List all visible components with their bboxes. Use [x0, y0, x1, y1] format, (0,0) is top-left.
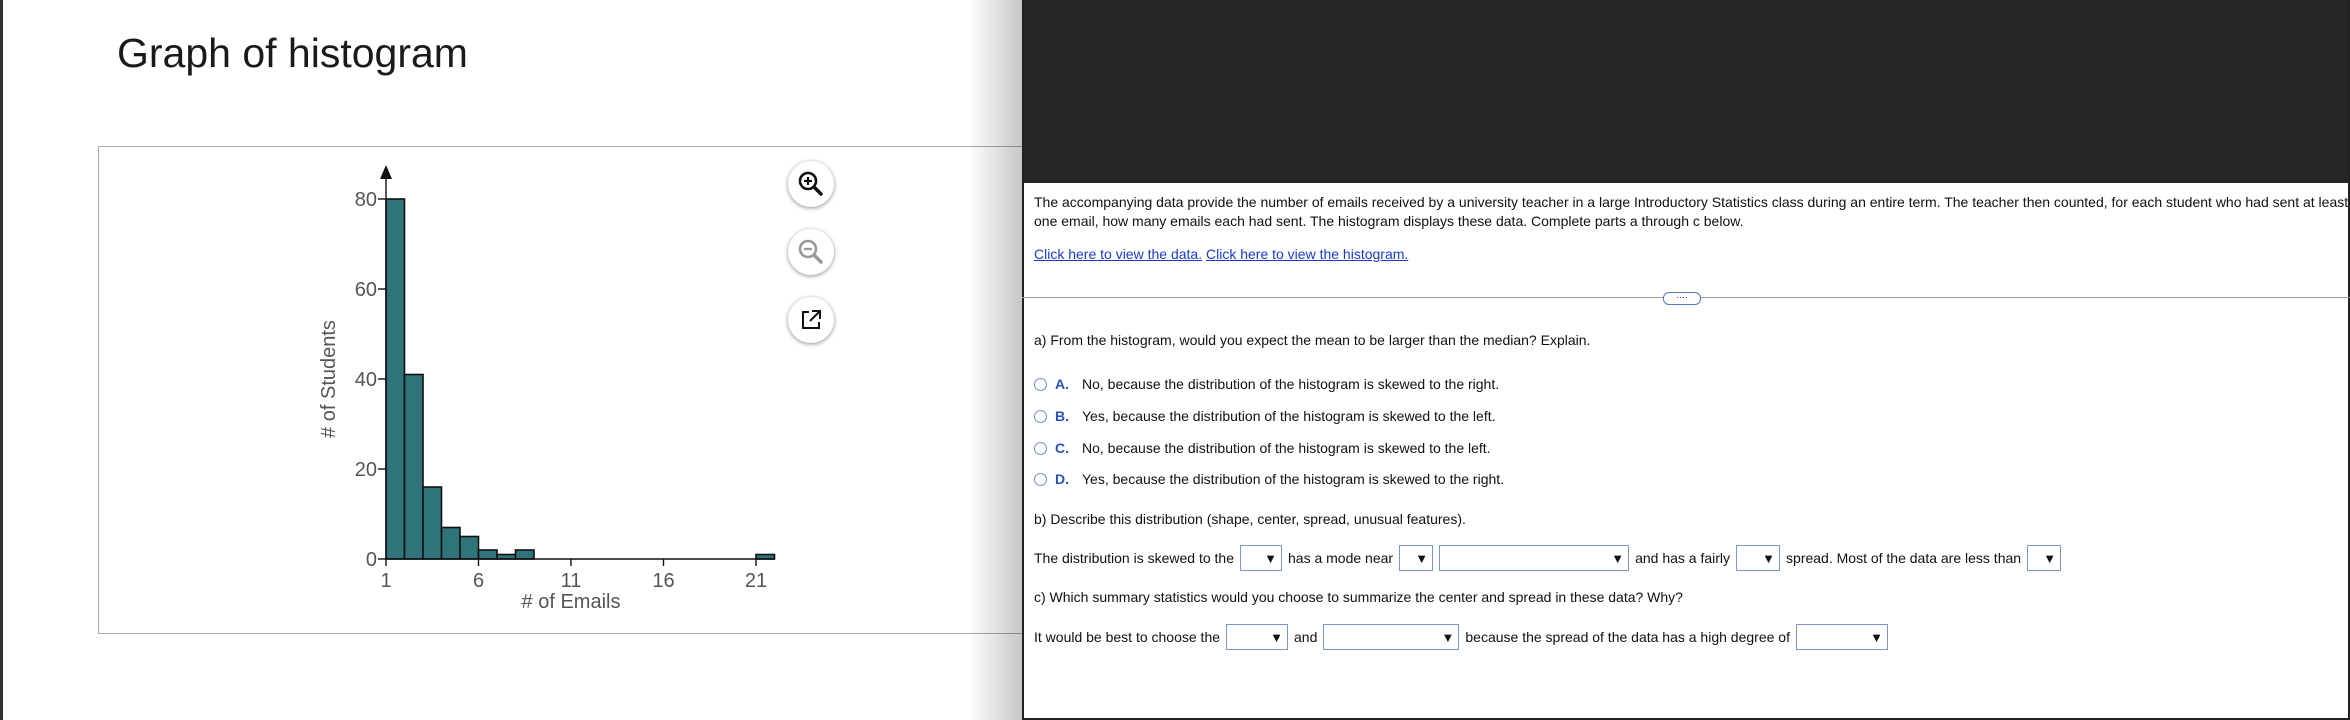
dropdown-arrow-icon: ▼ [1870, 630, 1883, 645]
part-c-text-1: It would be best to choose the [1034, 629, 1221, 645]
option-c[interactable] [1034, 440, 1491, 456]
part-c-question: c) Which summary statistics would you choose to summarize the center and spread in these data? Why? [1034, 589, 1683, 605]
part-c-answer-row [1034, 624, 1894, 650]
external-link-icon [798, 307, 824, 333]
part-b-text-2: has a mode near [1288, 550, 1394, 566]
reason-dropdown[interactable] [1796, 624, 1888, 650]
question-panel [1022, 0, 2350, 720]
mode-dropdown[interactable] [1399, 545, 1433, 571]
y-tick-label: 80 [354, 189, 377, 211]
x-axis-label: # of Emails [521, 591, 621, 613]
option-d-letter: D. [1055, 471, 1069, 487]
zoom-out-button[interactable] [788, 229, 834, 275]
radio-b[interactable] [1034, 410, 1047, 423]
dropdown-arrow-icon: ▼ [1762, 551, 1776, 566]
y-tick-label: 40 [354, 369, 377, 391]
page-title: Graph of histogram [117, 30, 468, 76]
part-b-question: b) Describe this distribution (shape, center, spread, unusual features). [1034, 511, 1466, 527]
x-tick-label: 16 [652, 570, 675, 592]
view-histogram-link[interactable]: Click here to view the histogram. [1205, 246, 1409, 262]
panel-shadow [968, 0, 1022, 720]
option-c-text: No, because the distribution of the histogram is skewed to the left. [1082, 440, 1491, 456]
radio-c[interactable] [1034, 442, 1047, 455]
y-axis-arrow-icon [380, 165, 392, 179]
y-axis-label: # of Students [318, 320, 340, 438]
option-b-letter: B. [1055, 408, 1069, 424]
histogram-bar [516, 550, 535, 559]
histogram-bar [423, 487, 442, 559]
dropdown-arrow-icon: ▼ [1264, 551, 1277, 566]
part-c-text-3: because the spread of the data has a high degree of [1465, 629, 1790, 645]
header-bar [1022, 0, 2350, 183]
upper-bound-dropdown[interactable] [2027, 545, 2061, 571]
option-a[interactable] [1034, 376, 1499, 392]
window-edge [0, 0, 3, 720]
question-intro: The accompanying data provide the number of emails received by a university teacher in a large Introductory Statistics class during an entire term. The teacher then counted, for each student who had sent at least one email, how many emails each had sent. The histogram displays these data. Complete parts a through c below. [1034, 194, 2349, 229]
part-b-text-4: spread. Most of the data are less than [1786, 550, 2022, 566]
x-tick-label: 6 [472, 570, 485, 592]
histogram-chart [99, 147, 1023, 635]
center-statistic-dropdown[interactable] [1226, 624, 1288, 650]
histogram-bar [442, 528, 461, 560]
zoom-out-icon [796, 237, 826, 267]
mode-detail-dropdown[interactable] [1439, 545, 1629, 571]
part-b-answer-row [1034, 545, 2067, 571]
histogram-bar [479, 550, 498, 559]
option-d[interactable] [1034, 471, 1504, 487]
x-tick-label: 21 [744, 570, 768, 592]
x-tick-label: 11 [560, 570, 582, 592]
dropdown-arrow-icon: ▼ [1415, 551, 1429, 566]
dropdown-arrow-icon: ▼ [2043, 551, 2057, 566]
zoom-in-button[interactable] [788, 161, 834, 207]
radio-a[interactable] [1034, 378, 1047, 391]
radio-d[interactable] [1034, 473, 1047, 486]
expand-handle[interactable]: ···· [1663, 292, 1701, 305]
skew-direction-dropdown[interactable] [1240, 545, 1282, 571]
zoom-in-icon [796, 169, 826, 199]
resource-links [1034, 246, 1408, 262]
y-tick-label: 20 [354, 459, 377, 481]
spread-size-dropdown[interactable] [1736, 545, 1780, 571]
option-b[interactable] [1034, 408, 1496, 424]
part-c-text-2: and [1294, 629, 1318, 645]
view-data-link[interactable]: Click here to view the data. [1034, 246, 1203, 262]
option-a-letter: A. [1055, 376, 1069, 392]
part-b-text-3: and has a fairly [1635, 550, 1731, 566]
option-a-text: No, because the distribution of the histogram is skewed to the right. [1082, 376, 1500, 392]
histogram-panel [0, 0, 1022, 720]
dropdown-arrow-icon: ▼ [1270, 630, 1284, 645]
external-link-button[interactable] [788, 297, 834, 343]
y-tick-label: 60 [354, 279, 377, 301]
part-a-question: a) From the histogram, would you expect the mean to be larger than the median? Explain. [1034, 332, 1591, 348]
histogram-bar [386, 199, 405, 559]
histogram-bar [405, 375, 424, 560]
option-d-text: Yes, because the distribution of the histogram is skewed to the right. [1082, 471, 1505, 487]
y-tick-label: 0 [365, 549, 377, 571]
option-c-letter: C. [1055, 440, 1069, 456]
panel-border-left [1022, 0, 1024, 720]
option-b-text: Yes, because the distribution of the histogram is skewed to the left. [1082, 408, 1496, 424]
dropdown-arrow-icon: ▼ [1441, 630, 1455, 645]
x-tick-label: 1 [380, 570, 392, 592]
dropdown-arrow-icon: ▼ [1611, 551, 1625, 566]
chart-container [98, 146, 1022, 634]
histogram-bar [460, 537, 479, 560]
part-b-text-1: The distribution is skewed to the [1034, 550, 1234, 566]
spread-statistic-dropdown[interactable] [1323, 624, 1459, 650]
